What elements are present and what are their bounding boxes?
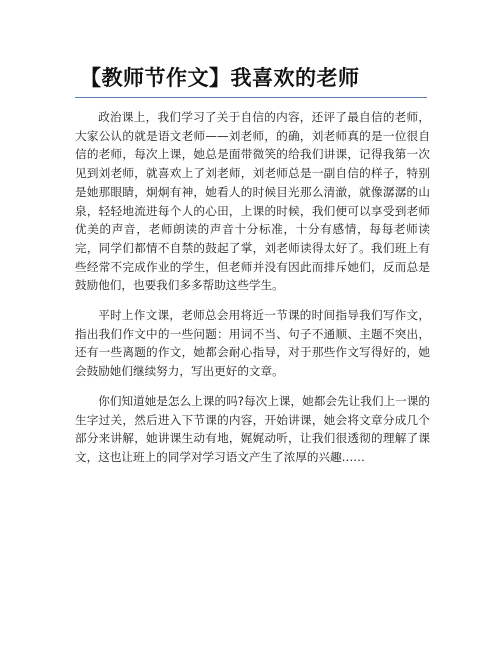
paragraph-3: 你们知道她是怎么上课的吗?每次上课，她都会先让我们上一课的生字过关，然后进入下节课的内容，开始讲课，她会将文章分成几个部分来讲解，她讲课生动有地，娓娓动听，让我们很透彻的理解了课文，这也让班上的同学对学习语文产生了浓厚的兴趣…… [75, 393, 430, 464]
paragraph-2: 平时上作文课，老师总会用将近一节课的时间指导我们写作文，指出我们作文中的一些问题：用词不当、句子不通顺、主题不突出，还有一些离题的作文，她都会耐心指导，对于那些作文写得好的，她会鼓励她们继续努力，写出更好的文章。 [75, 308, 430, 379]
document-body [75, 108, 430, 467]
document-title: 【教师节作文】我喜欢的老师 [80, 66, 360, 90]
paragraph-1: 政治课上，我们学习了关于自信的内容，还评了最自信的老师，大家公认的就是语文老师——刘老师，的确，刘老师真的是一位很自信的老师，每次上课，她总是面带微笑的给我们讲课，记得我第一次见到刘老师，就喜欢上了刘老师，刘老师总是一副自信的样子，特别是她那眼睛，炯炯有神，她看人的时候目光那么清澈，就像潺潺的山泉，轻轻地流进每个人的心田，上课的时候，我们便可以享受到老师优美的声音，老师朗读的声音十分标准，十分有感情，每每老师读完，同学们都情不自禁的鼓起了掌，刘老师读得太好了。我们班上有些经常不完成作业的学生，但老师并没有因此而排斥她们，反而总是鼓励他们，也要我们多多帮助这些学生。 [75, 110, 430, 293]
title-underline [75, 97, 427, 98]
